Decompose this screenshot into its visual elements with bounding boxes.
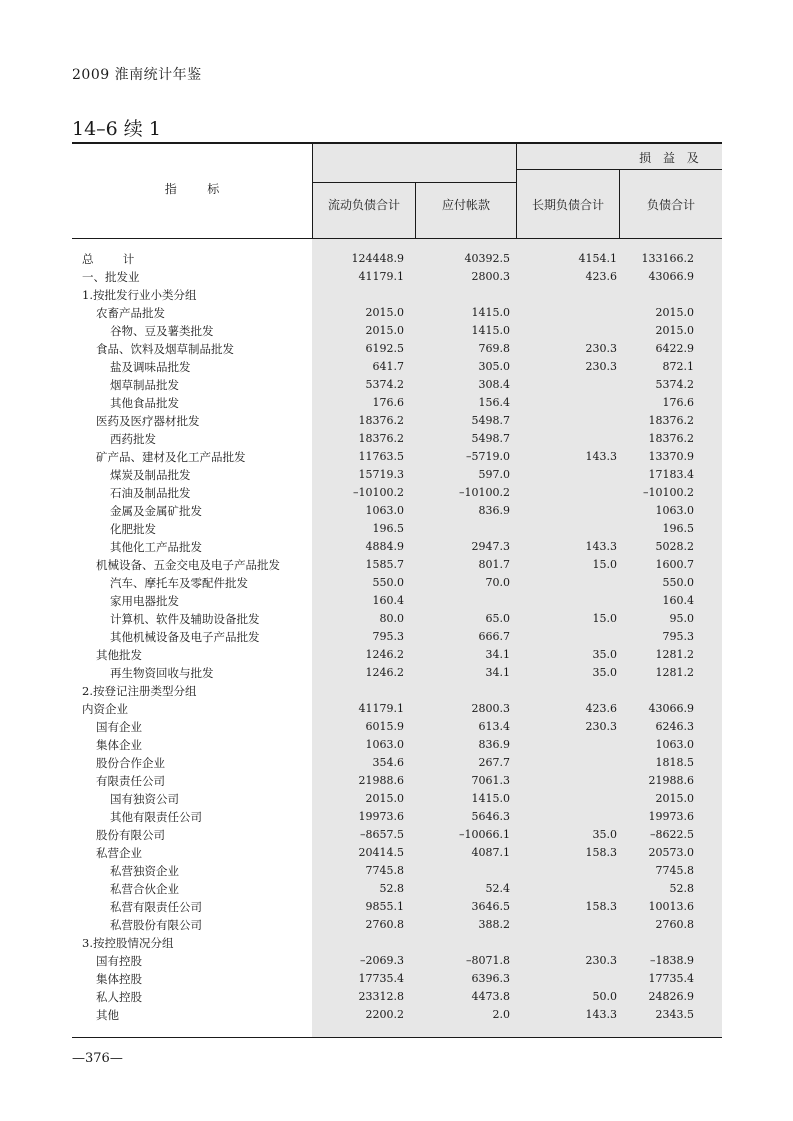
row-value: 158.3 — [585, 846, 617, 859]
row-label: 农畜产品批发 — [96, 306, 165, 320]
table-row — [72, 286, 722, 304]
row-label: 私营独资企业 — [110, 864, 179, 878]
table-row — [72, 322, 722, 340]
page-number: —376— — [72, 1051, 123, 1066]
row-value: 143.3 — [585, 1008, 617, 1021]
row-value: 6192.5 — [365, 342, 404, 355]
column-header-total-liabilities: 负债合计 — [646, 198, 695, 212]
row-label: 再生物资回收与批发 — [110, 666, 214, 680]
row-value: 24826.9 — [648, 990, 694, 1003]
row-value: 2200.2 — [365, 1008, 404, 1021]
row-label: 私营股份有限公司 — [110, 918, 202, 932]
row-label: 金属及金属矿批发 — [110, 504, 202, 518]
row-value: 2015.0 — [365, 792, 404, 805]
row-value: 35.0 — [592, 666, 617, 679]
table-row — [72, 448, 722, 466]
row-value: 34.1 — [485, 666, 510, 679]
table-row — [72, 592, 722, 610]
table-row — [72, 376, 722, 394]
row-value: 423.6 — [585, 270, 617, 283]
row-value: 308.4 — [478, 378, 510, 391]
row-label: 股份有限公司 — [96, 828, 165, 842]
table-row — [72, 358, 722, 376]
row-value: 5374.2 — [655, 378, 694, 391]
table-row — [72, 304, 722, 322]
row-value: 2015.0 — [655, 324, 694, 337]
row-value: 2947.3 — [471, 540, 510, 553]
row-label: 谷物、豆及薯类批发 — [110, 324, 214, 338]
row-value: 1585.7 — [365, 558, 404, 571]
row-label: 食品、饮料及烟草制品批发 — [96, 342, 234, 356]
row-label: 有限责任公司 — [96, 774, 165, 788]
statistics-table — [72, 142, 722, 1038]
row-value: 18376.2 — [358, 414, 404, 427]
column-header-current-liabilities: 流动负债合计 — [327, 198, 400, 212]
table-row — [72, 682, 722, 700]
row-value: 43066.9 — [648, 270, 694, 283]
row-value: 1415.0 — [471, 792, 510, 805]
row-value: 176.6 — [662, 396, 694, 409]
table-body — [72, 250, 722, 1024]
row-label: 西药批发 — [110, 432, 156, 446]
row-value: 5374.2 — [365, 378, 404, 391]
row-value: 20414.5 — [358, 846, 404, 859]
row-label: 一、批发业 — [82, 270, 140, 284]
row-value: 7745.8 — [365, 864, 404, 877]
row-value: 7061.3 — [471, 774, 510, 787]
row-value: 1063.0 — [655, 738, 694, 751]
row-value: 2015.0 — [365, 324, 404, 337]
row-value: –10100.2 — [643, 486, 694, 499]
row-value: 2015.0 — [655, 792, 694, 805]
row-value: 613.4 — [478, 720, 510, 733]
row-value: 70.0 — [485, 576, 510, 589]
running-head: 2009 淮南统计年鉴 — [72, 67, 202, 83]
row-value: 6396.3 — [471, 972, 510, 985]
row-label: 私营合伙企业 — [110, 882, 179, 896]
row-label: 其他批发 — [96, 648, 142, 662]
row-value: 9855.1 — [365, 900, 404, 913]
table-row — [72, 790, 722, 808]
row-label: 盐及调味品批发 — [110, 360, 191, 374]
row-value: 17735.4 — [358, 972, 404, 985]
row-value: 80.0 — [379, 612, 404, 625]
table-row — [72, 736, 722, 754]
table-row — [72, 538, 722, 556]
row-value: 2.0 — [492, 1008, 510, 1021]
row-value: 43066.9 — [648, 702, 694, 715]
table-row — [72, 754, 722, 772]
row-value: 124448.9 — [351, 252, 404, 265]
row-value: 10013.6 — [648, 900, 694, 913]
table-row — [72, 250, 722, 268]
row-value: –5719.0 — [466, 450, 510, 463]
row-value: 65.0 — [485, 612, 510, 625]
row-value: 550.0 — [372, 576, 404, 589]
row-value: 41179.1 — [358, 702, 404, 715]
row-value: 230.3 — [585, 954, 617, 967]
row-value: –8657.5 — [360, 828, 404, 841]
row-value: 5646.3 — [471, 810, 510, 823]
row-value: 15719.3 — [358, 468, 404, 481]
table-row — [72, 970, 722, 988]
row-value: 158.3 — [585, 900, 617, 913]
bottom-rule — [72, 1037, 722, 1038]
row-value: 795.3 — [372, 630, 404, 643]
row-value: 176.6 — [372, 396, 404, 409]
table-row — [72, 718, 722, 736]
row-value: 20573.0 — [648, 846, 694, 859]
row-value: 2760.8 — [365, 918, 404, 931]
row-value: 2015.0 — [655, 306, 694, 319]
table-title: 14–6 续 1 — [72, 118, 161, 140]
row-value: 11763.5 — [358, 450, 404, 463]
table-row — [72, 430, 722, 448]
row-label: 1.按批发行业小类分组 — [82, 288, 197, 302]
row-value: 23312.8 — [358, 990, 404, 1003]
row-value: 6246.3 — [655, 720, 694, 733]
row-value: –10100.2 — [459, 486, 510, 499]
row-value: 1281.2 — [655, 666, 694, 679]
column-header-accounts-payable: 应付帐款 — [441, 198, 490, 212]
table-row — [72, 574, 722, 592]
col-divider-3 — [516, 142, 517, 239]
table-row — [72, 628, 722, 646]
row-value: 156.4 — [478, 396, 510, 409]
row-label: 计算机、软件及辅助设备批发 — [110, 612, 260, 626]
table-row — [72, 934, 722, 952]
table-row — [72, 484, 722, 502]
row-value: 4087.1 — [471, 846, 510, 859]
table-row — [72, 988, 722, 1006]
row-value: 18376.2 — [648, 432, 694, 445]
row-label: 集体控股 — [96, 972, 142, 986]
row-value: 5028.2 — [655, 540, 694, 553]
row-value: 196.5 — [372, 522, 404, 535]
row-label: 烟草制品批发 — [110, 378, 179, 392]
row-value: 160.4 — [372, 594, 404, 607]
row-value: 836.9 — [478, 738, 510, 751]
row-label: 内资企业 — [82, 702, 128, 716]
row-value: –10066.1 — [459, 828, 510, 841]
row-value: 143.3 — [585, 540, 617, 553]
row-value: 305.0 — [478, 360, 510, 373]
row-value: 641.7 — [372, 360, 404, 373]
row-value: –1838.9 — [650, 954, 694, 967]
row-label: 家用电器批发 — [110, 594, 179, 608]
row-value: 6422.9 — [655, 342, 694, 355]
row-value: 388.2 — [478, 918, 510, 931]
table-row — [72, 610, 722, 628]
col-divider-1 — [312, 142, 313, 239]
row-label: 机械设备、五金交电及电子产品批发 — [96, 558, 280, 572]
table-row — [72, 844, 722, 862]
table-row — [72, 664, 722, 682]
row-value: 15.0 — [592, 612, 617, 625]
table-row — [72, 898, 722, 916]
group-header: 损 益 及 — [639, 151, 703, 165]
table-row — [72, 556, 722, 574]
row-value: 597.0 — [478, 468, 510, 481]
row-value: 230.3 — [585, 342, 617, 355]
row-value: 666.7 — [478, 630, 510, 643]
table-row — [72, 772, 722, 790]
row-label: 私营企业 — [96, 846, 142, 860]
row-value: 267.7 — [478, 756, 510, 769]
row-label: 煤炭及制品批发 — [110, 468, 191, 482]
row-label: 总 计 — [82, 252, 135, 266]
table-row — [72, 340, 722, 358]
row-value: 21988.6 — [358, 774, 404, 787]
row-value: 35.0 — [592, 648, 617, 661]
row-value: 1281.2 — [655, 648, 694, 661]
row-label: 国有独资公司 — [110, 792, 179, 806]
row-label: 其他化工产品批发 — [110, 540, 202, 554]
top-rule — [72, 142, 722, 144]
table-row — [72, 520, 722, 538]
row-value: 15.0 — [592, 558, 617, 571]
table-row — [72, 646, 722, 664]
row-value: 836.9 — [478, 504, 510, 517]
row-value: 1063.0 — [365, 738, 404, 751]
row-label: 3.按控股情况分组 — [82, 936, 174, 950]
row-value: –2069.3 — [360, 954, 404, 967]
row-value: 769.8 — [478, 342, 510, 355]
row-value: 95.0 — [669, 612, 694, 625]
row-value: 21988.6 — [648, 774, 694, 787]
row-value: 52.8 — [669, 882, 694, 895]
row-value: 1063.0 — [655, 504, 694, 517]
row-value: 196.5 — [662, 522, 694, 535]
table-row — [72, 1006, 722, 1024]
row-value: 872.1 — [662, 360, 694, 373]
sub-rule-left — [312, 182, 516, 183]
row-value: 18376.2 — [648, 414, 694, 427]
row-label: 2.按登记注册类型分组 — [82, 684, 197, 698]
row-value: 40392.5 — [464, 252, 510, 265]
row-value: 230.3 — [585, 360, 617, 373]
row-value: 1818.5 — [655, 756, 694, 769]
row-value: 160.4 — [662, 594, 694, 607]
row-value: 143.3 — [585, 450, 617, 463]
table-row — [72, 700, 722, 718]
row-value: 17735.4 — [648, 972, 694, 985]
row-label: 其他 — [96, 1008, 119, 1022]
row-value: –8622.5 — [650, 828, 694, 841]
row-value: 423.6 — [585, 702, 617, 715]
row-value: 2800.3 — [471, 270, 510, 283]
row-value: 1415.0 — [471, 306, 510, 319]
row-label: 集体企业 — [96, 738, 142, 752]
row-value: 18376.2 — [358, 432, 404, 445]
row-value: 550.0 — [662, 576, 694, 589]
row-value: 2760.8 — [655, 918, 694, 931]
row-value: 19973.6 — [358, 810, 404, 823]
row-value: 7745.8 — [655, 864, 694, 877]
row-value: 35.0 — [592, 828, 617, 841]
table-row — [72, 916, 722, 934]
row-label: 国有企业 — [96, 720, 142, 734]
row-value: 1063.0 — [365, 504, 404, 517]
table-row — [72, 412, 722, 430]
row-value: 1246.2 — [365, 666, 404, 679]
table-row — [72, 466, 722, 484]
row-value: 2015.0 — [365, 306, 404, 319]
row-label: 化肥批发 — [110, 522, 156, 536]
row-value: 52.8 — [379, 882, 404, 895]
row-label: 私营有限责任公司 — [110, 900, 202, 914]
row-value: 41179.1 — [358, 270, 404, 283]
row-value: 6015.9 — [365, 720, 404, 733]
row-label: 石油及制品批发 — [110, 486, 191, 500]
table-row — [72, 826, 722, 844]
row-value: 801.7 — [478, 558, 510, 571]
row-label: 国有控股 — [96, 954, 142, 968]
indicator-header: 指 标 — [164, 182, 220, 196]
table-row — [72, 808, 722, 826]
row-value: 50.0 — [592, 990, 617, 1003]
row-label: 矿产品、建材及化工产品批发 — [96, 450, 246, 464]
row-value: 13370.9 — [648, 450, 694, 463]
row-value: 230.3 — [585, 720, 617, 733]
table-row — [72, 862, 722, 880]
table-row — [72, 952, 722, 970]
row-value: 19973.6 — [648, 810, 694, 823]
row-value: 4473.8 — [471, 990, 510, 1003]
row-label: 医药及医疗器材批发 — [96, 414, 200, 428]
row-value: 1415.0 — [471, 324, 510, 337]
row-value: –10100.2 — [353, 486, 404, 499]
row-label: 其他机械设备及电子产品批发 — [110, 630, 260, 644]
row-value: 4884.9 — [365, 540, 404, 553]
row-value: 5498.7 — [471, 414, 510, 427]
table-row — [72, 394, 722, 412]
row-value: 1600.7 — [655, 558, 694, 571]
row-value: 795.3 — [662, 630, 694, 643]
row-value: 17183.4 — [648, 468, 694, 481]
row-value: –8071.8 — [466, 954, 510, 967]
row-value: 52.4 — [485, 882, 510, 895]
row-label: 其他有限责任公司 — [110, 810, 202, 824]
row-label: 股份合作企业 — [96, 756, 165, 770]
row-value: 1246.2 — [365, 648, 404, 661]
row-label: 汽车、摩托车及零配件批发 — [110, 576, 248, 590]
row-label: 私人控股 — [96, 990, 142, 1004]
row-value: 133166.2 — [641, 252, 694, 265]
table-row — [72, 502, 722, 520]
table-row — [72, 880, 722, 898]
row-value: 34.1 — [485, 648, 510, 661]
row-value: 354.6 — [372, 756, 404, 769]
row-value: 2343.5 — [655, 1008, 694, 1021]
row-value: 5498.7 — [471, 432, 510, 445]
row-value: 3646.5 — [471, 900, 510, 913]
row-value: 2800.3 — [471, 702, 510, 715]
row-value: 4154.1 — [578, 252, 617, 265]
table-row — [72, 268, 722, 286]
row-label: 其他食品批发 — [110, 396, 179, 410]
column-header-long-term-liabilities: 长期负债合计 — [531, 198, 604, 212]
header-bottom-rule — [72, 238, 722, 239]
